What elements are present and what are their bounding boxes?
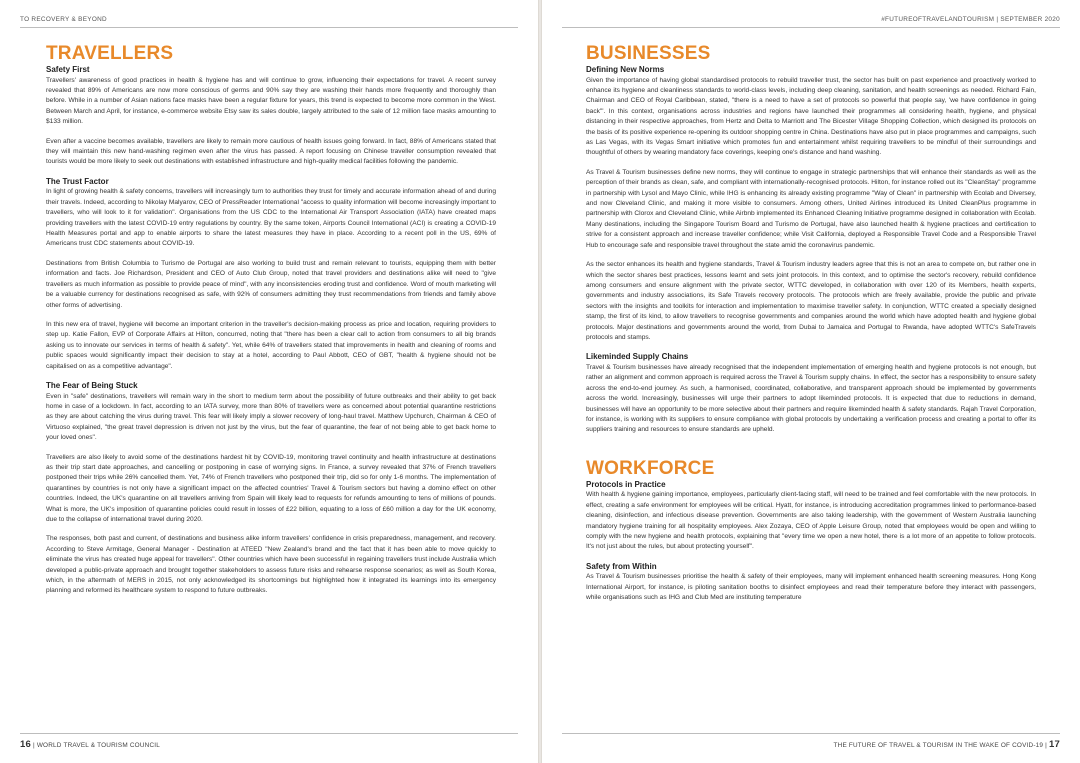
subheading-fear-of-being-stuck: The Fear of Being Stuck [46, 380, 138, 390]
paragraph: With health & hygiene gaining importance, employees, particularly client-facing staff, will need to be trained and feel comfortable with the new protocols. In effect, creating a safe environment for employees will be critical. Hyatt, for instance, is introducing accreditation programmes linked to performance-based cleaning, disinfection, and infectious disease prevention. Governments are also taking leadership, with the government of Western Australia launching mandatory hygiene training for all hospitality employees. Alex Zozaya, CEO of Apple Leisure Group, noted that employees would be open and willing to comply with the new hygiene and health protocols, explaining that "every time we open a new hotel, there is a lot more of an appetite to follow protocols. It's not just about the rules, but about protecting yourself". [586, 491, 1036, 551]
businesses-column [586, 44, 1036, 613]
footer-rule [562, 733, 1060, 734]
paragraph: As Travel & Tourism businesses prioritise the health & safety of their employees, many will implement enhanced health screening measures. Hong Kong International Airport, for instance, is piloting sanitation booths to disinfect employees and read their temperature before they interact with passengers, while organisations such as IHG and Club Med are instituting temperature [586, 573, 1036, 602]
paragraph: Even in "safe" destinations, travellers will remain wary in the short to medium term about the possibility of future outbreaks and their ability to get back home in case of a lockdown. In fact, according to an IATA survey, more than 80% of travellers were as concerned about potential quarantine restrictions as they are about catching the virus during travel. This fear will likely imply a slower recovery of long-haul travel. Matthew Upchurch, Chairman & CEO of Virtuoso explained, "the great travel depression is driven not just by the virus, but the fear of quarantine, the fear of not being able to get back home to your loved ones". [46, 392, 496, 442]
running-header-left: TO RECOVERY & BEYOND [20, 16, 107, 23]
paragraph: Destinations from British Columbia to Turismo de Portugal are also working to build trust and remain relevant to tourists, equipping them with better information and facts. Joe Richardson, President and CEO of Auto Club Group, noted that travel providers and destinations alike will need to "give travellers as much information as possible to provide peace of mind", with any inconsistencies eroding trust and confidence. Word of mouth marketing will be a valuable currency for destinations recognised as safe, with 92% of consumers admitting they trust recommendations from friends and family above other forms of advertising. [46, 259, 496, 309]
footer-separator: | [32, 742, 35, 749]
footer-right [834, 739, 1060, 750]
section-title-workforce: WORKFORCE [586, 457, 715, 479]
header-date: SEPTEMBER 2020 [1000, 16, 1060, 23]
paragraph: As the sector enhances its health and hygiene standards, Travel & Tourism industry leaders agree that this is not an area to compete on, but rather one in which the sector shares best practices, lessons learnt and sets joint protocols. In this context, and to optimise the sector's recovery, rebuild confidence among consumers and ensure alignment with the private sector, WTTC developed, in collaboration with over 120 of its Members, health experts, governments and industry associations, its Safe Travels recovery protocols. The protocols which are freely available, provide the public and private sectors with the insights and toolkits for interaction and implementation to maximise traveller safety. In conjunction, WTTC created a specially designed stamp, the first of its kind, to allow travellers to recognise governments and companies around the world which have adopted health and hygiene global protocols. Major destinations and governments around the world, from Dubai to Jamaica and Portugal to Rwanda, have adopted WTTC's SafeTravels protocols and stamps. [586, 261, 1036, 341]
footer-left [20, 739, 160, 750]
page-number: 16 [20, 739, 31, 750]
footer-publisher: WORLD TRAVEL & TOURISM COUNCIL [36, 742, 160, 749]
paragraph: The responses, both past and current, of destinations and business alike inform travellers' confidence in crisis preparedness, management, and recovery. According to Steve Armitage, General Manager - Destination at ATEED "New Zealand's brand and the fact that it has been able to move quickly to eliminate the virus has created huge appeal for travellers". Other countries which have been successful in regaining travellers trust include Australia which developed a public-private approach and brought together stakeholders to assess future risks and rehearse response scenarios; as well as South Korea, which, in the aftermath of MERS in 2015, not only acknowledged its shortcomings but highlighted how it integrated its learnings into its emergency planning and reformed its healthcare system to respond to future outbreaks. [46, 535, 496, 595]
right-page [542, 0, 1080, 763]
left-page [0, 0, 538, 763]
subheading-safety-first: Safety First [46, 65, 90, 74]
footer-rule [20, 733, 518, 734]
subheading-likeminded-supply-chains: Likeminded Supply Chains [586, 352, 689, 362]
paragraph: As Travel & Tourism businesses define new norms, they will continue to engage in strategic partnerships that will enhance their standards as well as the perception of their brands as clean, safe, and compliant with internationally-recognised protocols. Hilton, for instance rolled out its "CleanStay" programme in partnership with Lysol and Mayo Clinic, while IHG is enhancing its already existing programme "Way of Clean" in partnership with Ecolab and Diversey, and now Cleveland Clinic, and making it more visible to consumers. Among others, United Airlines introduced its United CleanPlus programme in partnership with Clorox and Cleveland Clinic, while Airbnb implemented its Enhanced Cleaning Initiative programme designed in collaboration with Ecolab. Many destinations, including the Singapore Tourism Board and Turismo de Portugal, have also launched health & hygiene practices and certification to strive for a consistent approach and increase traveller confidence; while Visit California, deployed a Responsible Travel Code and a Responsible Travel Hub to encourage safe and responsible travel throughout the state amid the coronavirus pandemic. [586, 168, 1036, 249]
footer-separator: | [1045, 742, 1048, 749]
paragraph: Travellers' awareness of good practices in health & hygiene has and will continue to grow, influencing their expectations for travel. A recent survey revealed that 89% of Americans are now more conscious of germs and 90% say they are washing their hands more frequently and thoroughly than before. While in a number of Asian nations face masks have been a regular fixture for years, this trend is expected to become more common in the West. Between March and April, for instance, e-commerce website Etsy saw its sales double, largely attributed to the sale of 12 million face masks amounting to $133 million. [46, 76, 496, 126]
header-rule [562, 27, 1060, 28]
subheading-safety-from-within: Safety from Within [586, 561, 657, 571]
paragraph: Travellers are also likely to avoid some of the destinations hardest hit by COVID-19, monitoring travel continuity and health infrastructure at destinations as their trip start date approaches, and cancelling or postponing in case of worrying signs. In France, a survey revealed that 37% of French travellers postponed their trips while 26% cancelled them. Yet, 74% of French travellers who postponed their trip, did so for only 1-6 months. The implementation of quarantines by countries is not only have a significant impact on the affected countries' Travel & Tourism sectors but having a domino effect on other countries. Indeed, the UK's quarantine on all travellers arriving from Spain will likely lead to requests for refunds amounting to tens of millions of pounds. What is more, the UK's imposition of quarantine policies could result in losses of £22 billion, equating to a loss of £60 million a day for the UK economy, due to the collapse of international travel during 2020. [46, 453, 496, 523]
footer-report-title: THE FUTURE OF TRAVEL & TOURISM IN THE WAKE OF COVID-19 [833, 742, 1044, 749]
subheading-protocols-in-practice: Protocols in Practice [586, 479, 666, 489]
header-rule [20, 27, 518, 28]
page-number: 17 [1049, 739, 1060, 750]
paragraph: Given the importance of having global standardised protocols to rebuild traveller trust, the sector has built on past experience and proactively worked to enhance its hygiene and cleanliness standards to world-class levels, including deep cleaning, sanitation, and health screenings as needed. Richard Fain, Chairman and CEO of Royal Caribbean, stated, "there is a need to have a set of protocols so powerful that people say, 'we have confidence in going back'". In this context, organisations across industries and regions have launched their programmes all considering health, hygiene, and physical distancing in their respective approaches, from Hertz and Delta to Marriott and The Bicester Village Shopping Collection, which designed its protocols on the basis of its positive experience re-opening its outdoor shopping centre in China. Destinations have also put in place programmes and campaigns, such as Las Vegas, with its Vegas Smart initiative which promotes fun and entertainment whilst requiring travellers to be mindful of their surroundings and thoughtful of others by wearing mandatory face coverings, keeping one's distance and hand washing. [586, 76, 1036, 157]
section-title-travellers: TRAVELLERS [46, 43, 174, 64]
section-spacer [586, 445, 1036, 459]
section-title-businesses: BUSINESSES [586, 43, 711, 64]
paragraph: In light of growing health & safety concerns, travellers will increasingly turn to authorities they trust for timely and accurate information ahead of and during their travels. Indeed, according to Nikolay Malyarov, CEO of PressReader International "access to quality information will become increasingly important to travellers, who will look to it for validation". Organisations from the US CDC to the International Air Transport Association (IATA) have created maps providing travellers with the latest COVID-19 entry regulations by country. By the same token, Airports Council International (ACI) is creating a COVID-19 Health Measures portal and app to enable airports to share the latest measures they have in place. According to a recent poll in the US, 69% of Americans trust CDC statements about COVID-19. [46, 188, 496, 248]
travellers-column [46, 44, 496, 606]
subheading-defining-new-norms: Defining New Norms [586, 65, 665, 74]
paragraph: Even after a vaccine becomes available, travellers are likely to remain more cautious of health issues going forward. In fact, 88% of Americans stated that they will maintain this new hand-washing regimen even after the virus has passed. A report focusing on Chinese traveller consumption revealed that tourists would be more likely to seek out destinations with established infrastructure and high-quality medical facilities following the pandemic. [46, 137, 496, 166]
paragraph: In this new era of travel, hygiene will become an important criterion in the traveller's decision-making process as price and location, requiring providers to step up. Katie Fallon, EVP of Corporate Affairs at Hilton, concurred, noting that "there has been a clear call to action from consumers to all big brands asking us to innovate our services in terms of health & safety". Yet, while 64% of travellers stated that improvements in health and cleaning of rooms and public spaces would significantly impact their decision to stay at a hotel, according to Paul Abbott, CEO of GBT, "health & hygiene should not be capitalised on as a competitive advantage". [46, 320, 496, 370]
subheading-trust-factor: The Trust Factor [46, 176, 109, 186]
header-separator: | [996, 16, 999, 23]
running-header-right [881, 16, 1060, 23]
paragraph: Travel & Tourism businesses have already recognised that the independent implementation of emerging health and hygiene protocols is not enough, but rather an alignment and common approach is required across the Travel & Tourism supply chains. In effect, the sector has a responsibility to ensure safety across the end-to-end journey. As such, a harmonised, coordinated, collaborative, and transparent approach should be implemented by governments across the world. Increasingly, businesses will urge their partners to adopt likeminded protocols. It is expected that due to reductions in demand, businesses will have an opportunity to be more selective about their partners and require likeminded health & safety standards. Rajah Travel Corporation, for instance, is working with its suppliers to ensure compliance with global protocols by undertaking a verification process and creating a portal to offer its suppliers training and resources to ensure standards are upheld. [586, 363, 1036, 434]
hashtag: #FUTUREOFTRAVELANDTOURISM [881, 16, 995, 23]
